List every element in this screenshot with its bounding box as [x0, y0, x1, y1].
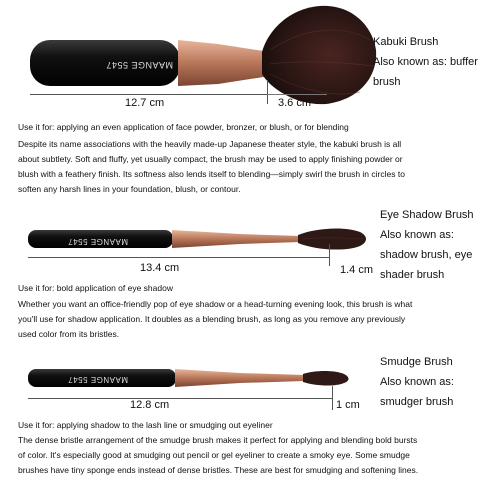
smudge-ferrule: [175, 369, 305, 387]
eye-shadow-handle-text: [48, 234, 128, 246]
smudge-brand-text: MAANGE: [90, 375, 128, 384]
kabuki-brand-text: MAANGE: [130, 60, 173, 70]
smudge-name-line-2: Also known as:: [380, 376, 454, 388]
smudge-desc-line-2: of color. It's especially good at smudging out pencil or gel eyeliner to create a smoky eye. Some smudge: [18, 450, 410, 460]
kabuki-desc-line-1: Despite its name associations with the heavily made-up Japanese theater style, the kabuki brush is all: [18, 139, 402, 149]
kabuki-name: [373, 32, 478, 92]
eye-shadow-desc-line-1: Whether you want an office-friendly pop of eye shadow or a head-turning evening look, this brush is what: [18, 299, 413, 309]
kabuki-ferrule: [178, 40, 270, 86]
smudge-length-label: 12.8 cm: [130, 399, 170, 411]
kabuki-desc-line-2: about subtlety. Soft and fluffy, yet usually compact, the brush may be used to apply finishing powder or: [18, 154, 403, 164]
kabuki-desc-line-4: soften any harsh lines in your foundation, blush, or contour.: [18, 184, 241, 194]
eye-shadow-model-number: 5547: [67, 237, 88, 246]
kabuki-bristles: [262, 6, 376, 104]
eye-shadow-use-for: Use it for: bold application of eye shadow: [18, 283, 173, 293]
eye-shadow-bristles: [298, 228, 366, 249]
smudge-bristles: [303, 371, 349, 386]
kabuki-name-line-3: brush: [373, 76, 401, 88]
eye-shadow-desc-line-2: you'll use for shadow application. It doubles as a blending brush, as long as you remove any previously: [18, 314, 406, 324]
smudge-use-for: Use it for: applying shadow to the lash line or smudging out eyeliner: [18, 420, 273, 430]
smudge-description: [18, 433, 493, 478]
smudge-name-line-3: smudger brush: [380, 396, 454, 408]
kabuki-name-line-1: Kabuki Brush: [373, 36, 439, 48]
eye-shadow-desc-line-3: used color from its bristles.: [18, 329, 120, 339]
eye-shadow-name-line-2: Also known as:: [380, 229, 454, 241]
smudge-name: [380, 352, 454, 412]
eye-shadow-name-line-1: Eye Shadow Brush: [380, 209, 474, 221]
eye-shadow-description: [18, 297, 493, 342]
smudge-name-line-1: Smudge Brush: [380, 356, 453, 368]
smudge-head-label: 1 cm: [336, 399, 360, 411]
eye-shadow-brand-text: MAANGE: [90, 237, 128, 246]
kabuki-use-for: Use it for: applying an even application of face powder, bronzer, or blush, or for blending: [18, 122, 349, 132]
eye-shadow-length-label: 13.4 cm: [140, 262, 180, 274]
kabuki-handle-text: [93, 56, 173, 70]
eye-shadow-head-label: 1.4 cm: [340, 264, 374, 276]
smudge-handle-text: [48, 372, 128, 384]
kabuki-description: [18, 137, 493, 197]
eye-shadow-name-line-3: shadow brush, eye: [380, 249, 473, 261]
kabuki-model-number: 5547: [105, 60, 128, 70]
eye-shadow-name-line-4: shader brush: [380, 269, 445, 281]
kabuki-head-label: 3.6 cm: [278, 97, 312, 109]
smudge-model-number: 5547: [67, 375, 88, 384]
eye-shadow-name: [380, 205, 474, 285]
smudge-desc-line-3: brushes have tiny sponge ends instead of dense bristles. These are best for smudging and softening lines.: [18, 465, 419, 475]
eye-shadow-ferrule: [172, 230, 300, 248]
kabuki-length-label: 12.7 cm: [125, 97, 165, 109]
kabuki-desc-line-3: blush with a feathery finish. Its softness also lends itself to blending—simply swirl the brush in circles to: [18, 169, 405, 179]
smudge-desc-line-1: The dense bristle arrangement of the smudge brush makes it perfect for applying and blending bold bursts: [18, 435, 418, 445]
kabuki-name-line-2: Also known as: buffer: [373, 56, 478, 68]
